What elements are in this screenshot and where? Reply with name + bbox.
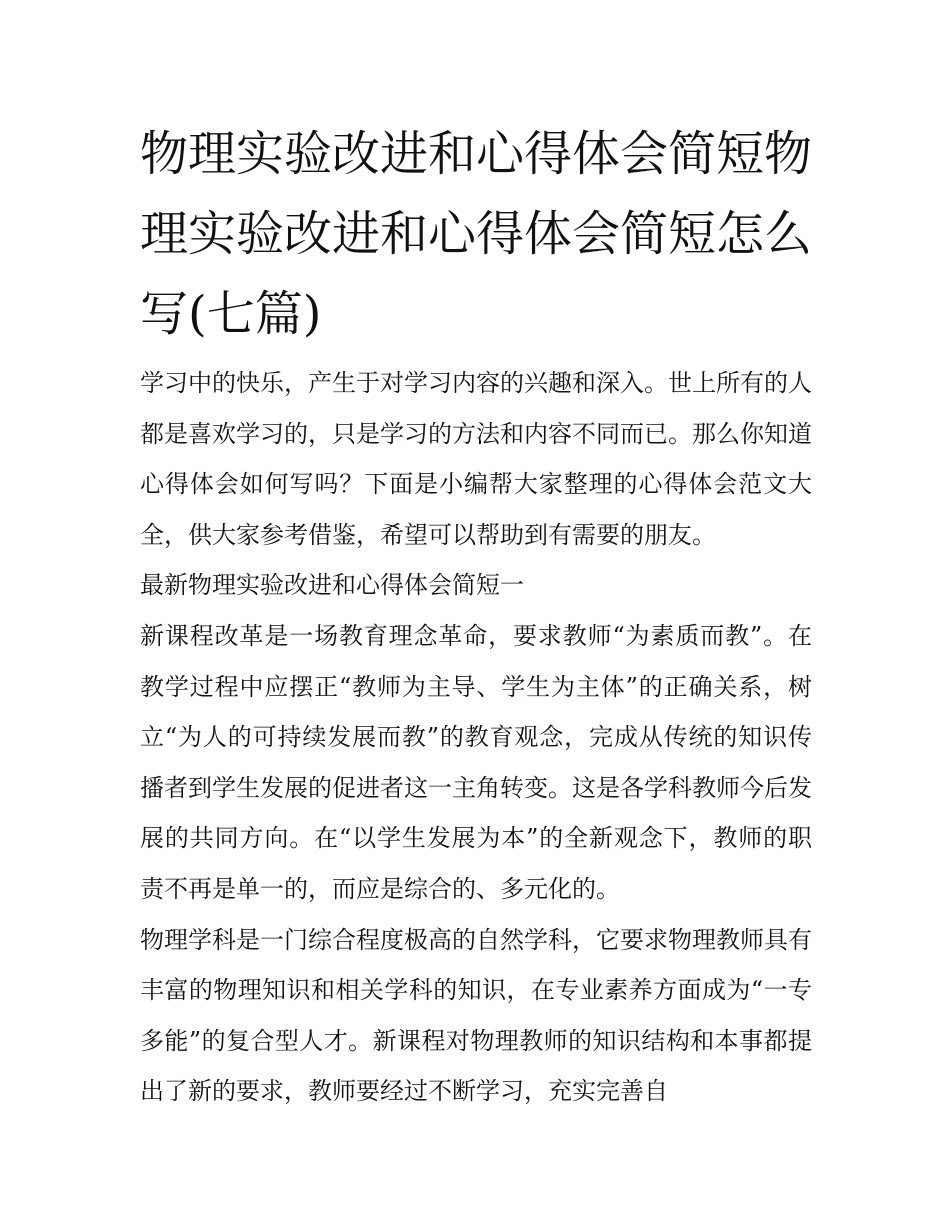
section-heading: 最新物理实验改进和心得体会简短一	[140, 571, 524, 600]
document-content	[140, 114, 812, 1117]
document-body	[140, 358, 812, 1117]
intro-paragraph: 学习中的快乐，产生于对学习内容的兴趣和深入。世上所有的人都是喜欢学习的，只是学习的方法和内容不同而已。那么你知道心得体会如何写吗？下面是小编帮大家整理的心得体会范文大全，供大家参考借鉴，希望可以帮助到有需要的朋友。	[140, 369, 812, 549]
body-paragraph-1: 新课程改革是一场教育理念革命，要求教师“为素质而教”。在教学过程中应摆正“教师为主导、学生为主体”的正确关系，树立“为人的可持续发展而教”的教育观念，完成从传统的知识传播者到学生发展的促进者这一主角转变。这是各学科教师今后发展的共同方向。在“以学生发展为本”的全新观念下，教师的职责不再是单一的，而应是综合的、多元化的。	[140, 621, 812, 903]
document-title: 物理实验改进和心得体会简短物理实验改进和心得体会简短怎么写(七篇)	[140, 126, 813, 342]
body-paragraph-2: 物理学科是一门综合程度极高的自然学科，它要求物理教师具有丰富的物理知识和相关学科的知识，在专业素养方面成为“一专多能”的复合型人才。新课程对物理教师的知识结构和本事都提出了新的要求，教师要经过不断学习，充实完善自	[140, 925, 812, 1106]
